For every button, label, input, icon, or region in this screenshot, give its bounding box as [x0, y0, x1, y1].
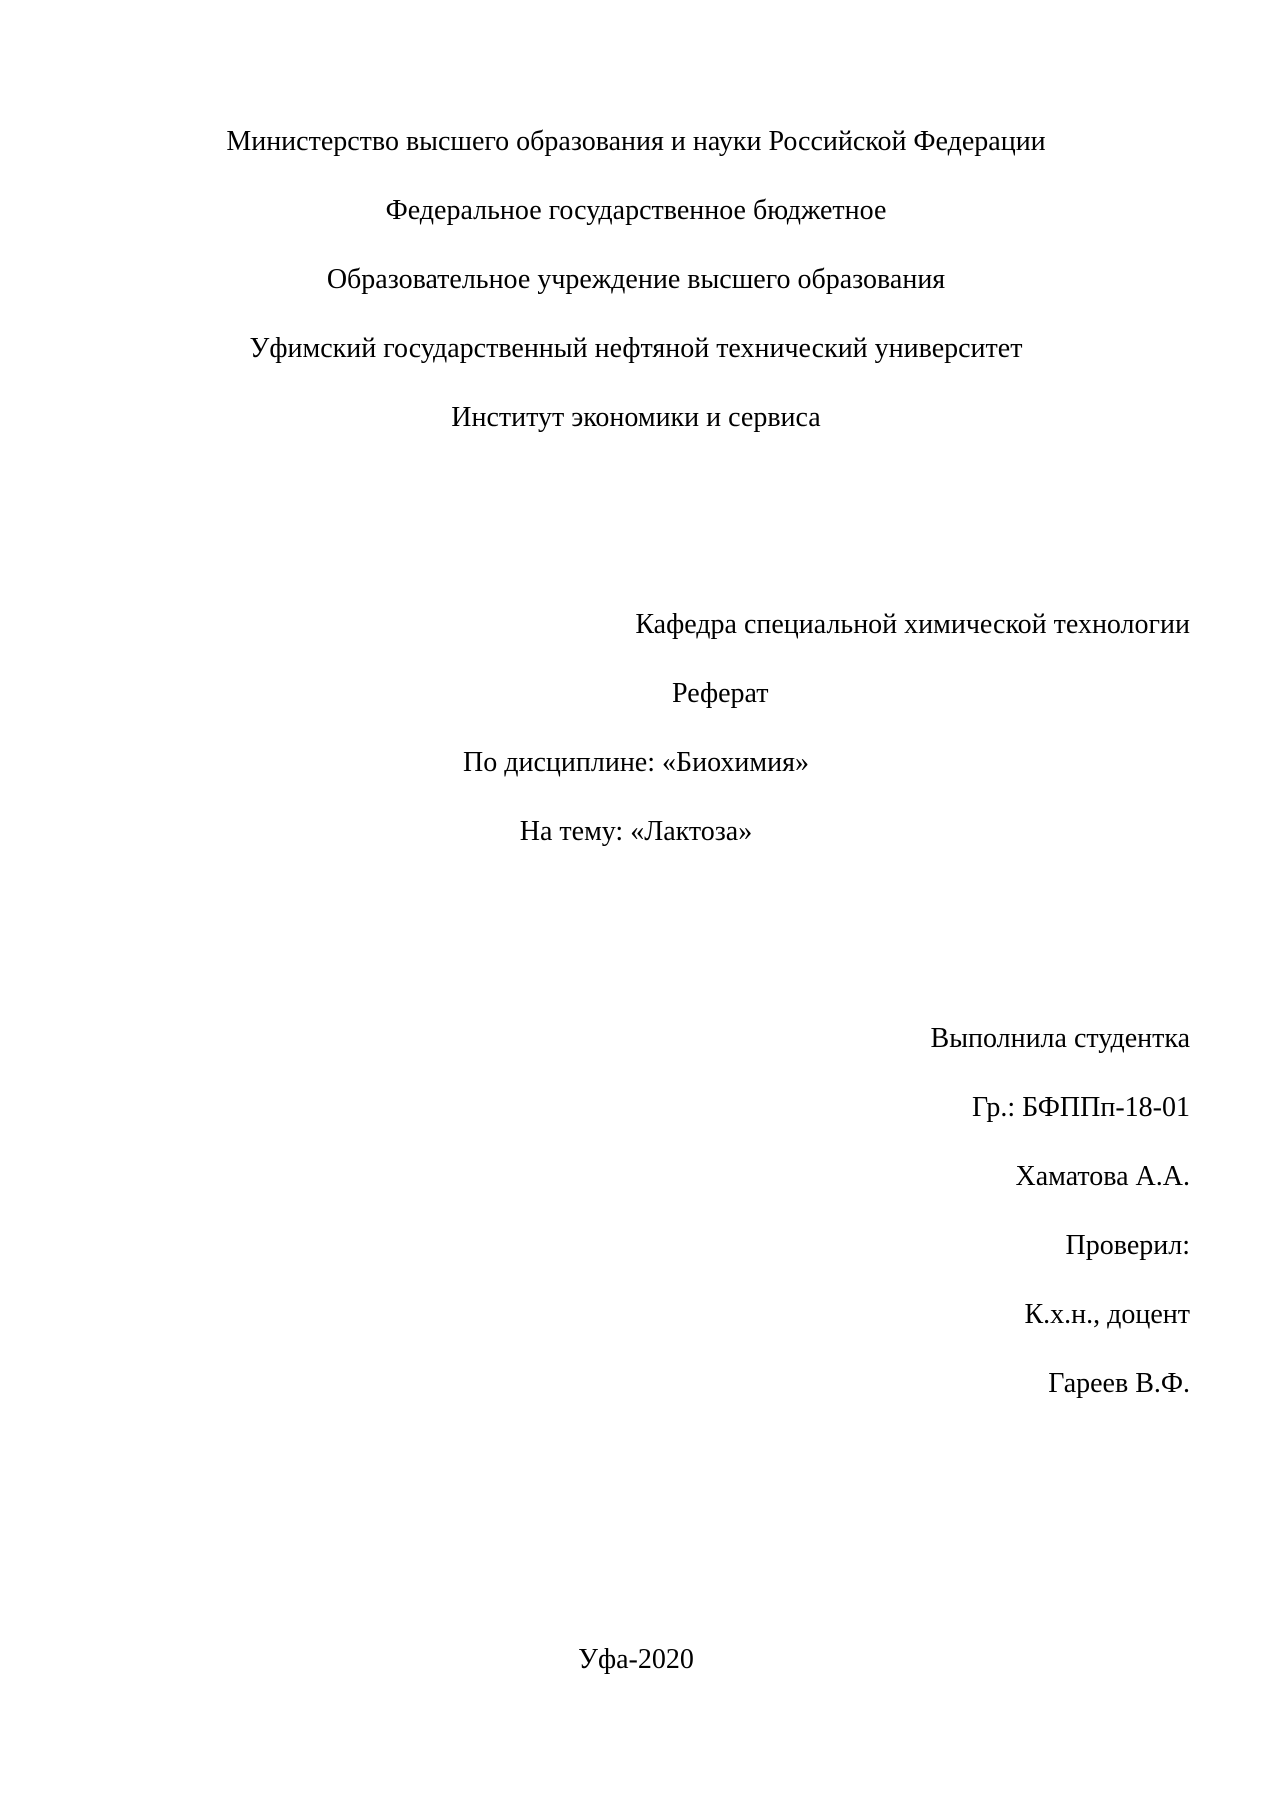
education-institution-line: Образовательное учреждение высшего образования [326, 264, 946, 295]
discipline-line: По дисциплине: «Биохимия» [463, 747, 809, 778]
institution-type-line: Федеральное государственное бюджетное [385, 195, 887, 226]
ministry-line: Министерство высшего образования и науки Российской Федерации [226, 126, 1046, 157]
checked-by-label: Проверил: [1065, 1230, 1190, 1261]
document-type-title: Реферат [672, 678, 769, 709]
performed-by-label: Выполнила студентка [930, 1023, 1190, 1054]
reviewer-name: Гареев В.Ф. [1048, 1368, 1190, 1399]
city-year: Уфа-2020 [578, 1644, 694, 1675]
topic-line: На тему: «Лактоза» [519, 816, 753, 847]
student-group: Гр.: БФППп-18-01 [971, 1092, 1190, 1123]
department-line: Кафедра специальной химической технологии [635, 609, 1190, 640]
reviewer-title: К.х.н., доцент [1024, 1299, 1190, 1330]
university-name-line: Уфимский государственный нефтяной технический университет [249, 333, 1023, 364]
institute-name-line: Институт экономики и сервиса [451, 402, 821, 433]
student-name: Хаматова А.А. [1015, 1161, 1190, 1192]
